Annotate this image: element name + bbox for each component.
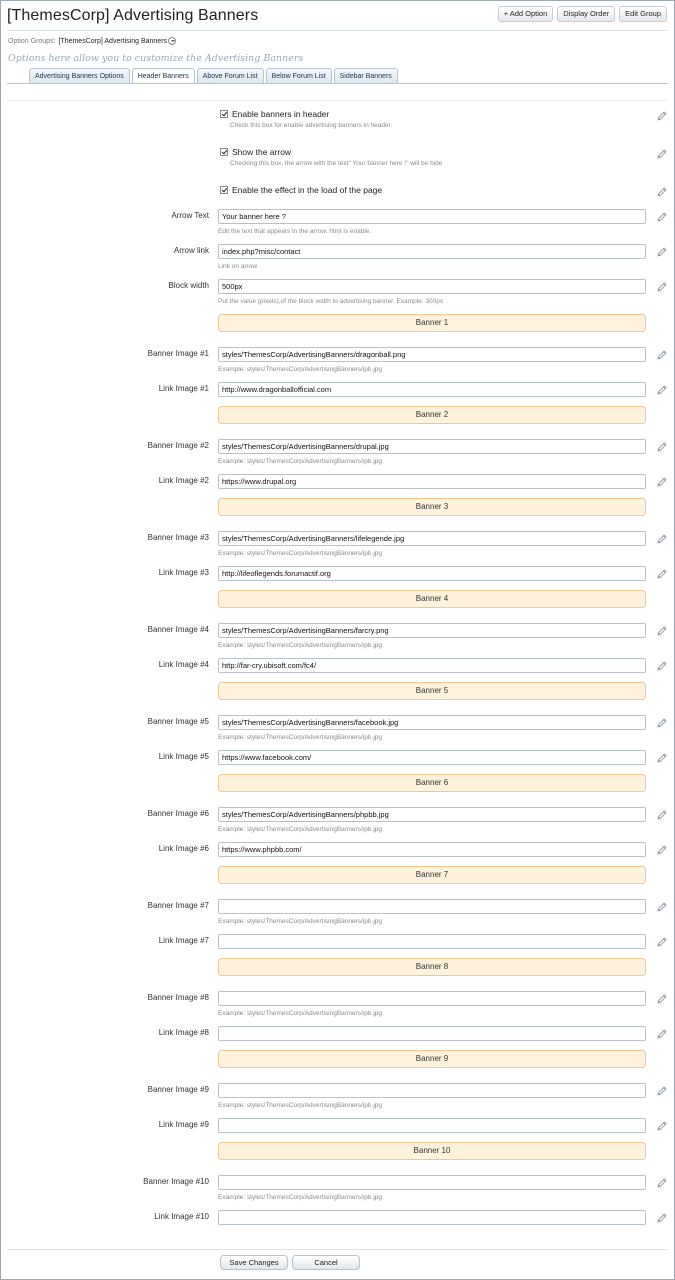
- edit-group-button[interactable]: Edit Group: [619, 6, 667, 22]
- checkbox-icon[interactable]: [220, 148, 228, 156]
- pencil-edit-icon[interactable]: [656, 717, 668, 729]
- banner-link-label: Link Image #3: [158, 568, 209, 577]
- banner-link-label: Link Image #5: [158, 752, 209, 761]
- pencil-edit-icon[interactable]: [656, 936, 668, 948]
- banner-link-input[interactable]: http://www.dragonballofficial.com: [218, 382, 646, 397]
- pencil-edit-icon[interactable]: [656, 441, 668, 453]
- banner-image-hint: Example: styles/ThemesCorp/AdvertisingBanners/ipb.jpg: [218, 1194, 383, 1201]
- banner-image-hint: Example: styles/ThemesCorp/AdvertisingBanners/ipb.jpg: [218, 642, 383, 649]
- pencil-edit-icon[interactable]: [656, 625, 668, 637]
- form-top-divider: [7, 100, 668, 101]
- group-description: Options here allow you to customize the Advertising Banners: [8, 53, 304, 64]
- show-arrow-label: Show the arrow: [232, 147, 292, 157]
- pencil-edit-icon[interactable]: [656, 752, 668, 764]
- banner-image-input[interactable]: styles/ThemesCorp/AdvertisingBanners/facebook.jpg: [218, 715, 646, 730]
- banner-image-label: Banner Image #8: [147, 993, 209, 1002]
- pencil-edit-icon[interactable]: [656, 110, 668, 122]
- banner-link-label: Link Image #9: [158, 1120, 209, 1129]
- cancel-button[interactable]: Cancel: [292, 1255, 360, 1270]
- pencil-edit-icon[interactable]: [656, 186, 668, 198]
- banner-image-label: Banner Image #10: [143, 1177, 209, 1186]
- banner-link-label: Link Image #1: [158, 384, 209, 393]
- enable-effect-checkbox[interactable]: [220, 185, 382, 195]
- pencil-edit-icon[interactable]: [656, 660, 668, 672]
- banner-link-input[interactable]: [218, 934, 646, 949]
- tab-header-banners[interactable]: Header Banners: [132, 68, 195, 84]
- pencil-edit-icon[interactable]: [656, 211, 668, 223]
- pencil-edit-icon[interactable]: [656, 1120, 668, 1132]
- banner-image-input[interactable]: [218, 1083, 646, 1098]
- banner-link-input[interactable]: https://www.drupal.org: [218, 474, 646, 489]
- pencil-edit-icon[interactable]: [656, 1028, 668, 1040]
- pencil-edit-icon[interactable]: [656, 246, 668, 258]
- page-title: [ThemesCorp] Advertising Banners: [7, 7, 259, 24]
- pencil-edit-icon[interactable]: [656, 1177, 668, 1189]
- banner-heading: Banner 7: [218, 866, 646, 884]
- banner-heading: Banner 8: [218, 958, 646, 976]
- pencil-edit-icon[interactable]: [656, 148, 668, 160]
- arrow-text-hint: Edit the text that appears in the arrow. html is enable.: [218, 228, 372, 235]
- arrow-text-input[interactable]: Your banner here ?: [218, 209, 646, 224]
- show-arrow-hint: Checking this box, the arrow with the text" Your banner here !" will be hide: [230, 160, 443, 167]
- banner-link-label: Link Image #2: [158, 476, 209, 485]
- banner-heading: Banner 9: [218, 1050, 646, 1068]
- banner-image-label: Banner Image #6: [147, 809, 209, 818]
- banner-image-hint: Example: styles/ThemesCorp/AdvertisingBanners/ipb.jpg: [218, 826, 383, 833]
- banner-link-input[interactable]: [218, 1026, 646, 1041]
- option-groups-label: Option Groups:: [8, 37, 56, 45]
- pencil-edit-icon[interactable]: [656, 993, 668, 1005]
- banner-link-label: Link Image #6: [158, 844, 209, 853]
- banner-heading: Banner 4: [218, 590, 646, 608]
- banner-link-input[interactable]: http://lifeoflegends.forumactif.org: [218, 566, 646, 581]
- arrow-link-input[interactable]: index.php?misc/contact: [218, 244, 646, 259]
- show-arrow-checkbox[interactable]: [220, 147, 291, 157]
- pencil-edit-icon[interactable]: [656, 844, 668, 856]
- banner-link-input[interactable]: [218, 1118, 646, 1133]
- banner-image-hint: Example: styles/ThemesCorp/AdvertisingBanners/ipb.jpg: [218, 550, 383, 557]
- option-tabs: [29, 68, 400, 84]
- block-width-label: Block width: [168, 281, 209, 290]
- pencil-edit-icon[interactable]: [656, 568, 668, 580]
- tab-sidebar-banners[interactable]: Sidebar Banners: [334, 68, 398, 83]
- banner-heading: Banner 1: [218, 314, 646, 332]
- pencil-edit-icon[interactable]: [656, 809, 668, 821]
- banner-image-label: Banner Image #3: [147, 533, 209, 542]
- tab-advertising-banners-options[interactable]: Advertising Banners Options: [29, 68, 130, 83]
- pencil-edit-icon[interactable]: [656, 281, 668, 293]
- option-groups-value[interactable]: [ThemesCorp] Advertising Banners: [58, 37, 168, 45]
- tab-underline: [7, 83, 668, 84]
- enable-banners-checkbox[interactable]: [220, 109, 329, 119]
- banner-link-input[interactable]: https://www.facebook.com/: [218, 750, 646, 765]
- arrow-link-label: Arrow link: [173, 246, 209, 255]
- banner-image-hint: Example: styles/ThemesCorp/AdvertisingBanners/ipb.jpg: [218, 1102, 383, 1109]
- banner-image-hint: Example: styles/ThemesCorp/AdvertisingBanners/ipb.jpg: [218, 458, 383, 465]
- pencil-edit-icon[interactable]: [656, 901, 668, 913]
- banner-image-label: Banner Image #1: [147, 349, 209, 358]
- display-order-button[interactable]: Display Order: [557, 6, 615, 22]
- banner-heading: Banner 6: [218, 774, 646, 792]
- banner-heading: Banner 3: [218, 498, 646, 516]
- banner-image-hint: Example: styles/ThemesCorp/AdvertisingBanners/ipb.jpg: [218, 918, 383, 925]
- banner-link-label: Link Image #10: [154, 1212, 209, 1221]
- arrow-text-label: Arrow Text: [171, 211, 209, 220]
- banner-link-label: Link Image #4: [158, 660, 209, 669]
- pencil-edit-icon[interactable]: [656, 349, 668, 361]
- header-actions: [498, 6, 667, 22]
- add-option-button[interactable]: + Add Option: [498, 6, 554, 22]
- banner-link-input[interactable]: http://far-cry.ubisoft.com/fc4/: [218, 658, 646, 673]
- pencil-edit-icon[interactable]: [656, 533, 668, 545]
- banner-heading: Banner 2: [218, 406, 646, 424]
- banner-image-label: Banner Image #2: [147, 441, 209, 450]
- enable-banners-hint: Check this box for enable advertising banners in header.: [230, 122, 393, 129]
- banner-image-hint: Example: styles/ThemesCorp/AdvertisingBanners/ipb.jpg: [218, 734, 383, 741]
- form-actions: [220, 1255, 360, 1270]
- tab-below-forum-list[interactable]: Below Forum List: [266, 68, 332, 83]
- banner-image-hint: Example: styles/ThemesCorp/AdvertisingBanners/ipb.jpg: [218, 366, 383, 373]
- banner-image-label: Banner Image #5: [147, 717, 209, 726]
- banner-image-input[interactable]: [218, 899, 646, 914]
- banner-image-hint: Example: styles/ThemesCorp/AdvertisingBanners/ipb.jpg: [218, 1010, 383, 1017]
- chevron-down-icon[interactable]: [168, 37, 176, 45]
- banner-image-label: Banner Image #9: [147, 1085, 209, 1094]
- banner-image-input[interactable]: styles/ThemesCorp/AdvertisingBanners/dragonball.png: [218, 347, 646, 362]
- banner-link-label: Link Image #8: [158, 1028, 209, 1037]
- block-width-hint: Put the value (pixels),of the block width to advertising banner. Example: 300px: [218, 298, 444, 305]
- option-groups: [8, 37, 176, 45]
- banner-heading: Banner 5: [218, 682, 646, 700]
- banner-image-input[interactable]: styles/ThemesCorp/AdvertisingBanners/farcry.png: [218, 623, 646, 638]
- save-changes-button[interactable]: Save Changes: [220, 1255, 288, 1270]
- enable-banners-label: Enable banners in header: [232, 109, 330, 119]
- banner-image-input[interactable]: styles/ThemesCorp/AdvertisingBanners/lifelegende.jpg: [218, 531, 646, 546]
- banner-link-input[interactable]: [218, 1210, 646, 1225]
- tab-above-forum-list[interactable]: Above Forum List: [197, 68, 264, 83]
- pencil-edit-icon[interactable]: [656, 1212, 668, 1224]
- footer-divider: [7, 1249, 668, 1250]
- pencil-edit-icon[interactable]: [656, 476, 668, 488]
- block-width-input[interactable]: 500px: [218, 279, 646, 294]
- pencil-edit-icon[interactable]: [656, 384, 668, 396]
- banner-image-input[interactable]: styles/ThemesCorp/AdvertisingBanners/drupal.jpg: [218, 439, 646, 454]
- banner-image-label: Banner Image #4: [147, 625, 209, 634]
- banner-link-label: Link Image #7: [158, 936, 209, 945]
- enable-effect-label: Enable the effect in the load of the page: [232, 185, 383, 195]
- banner-image-input[interactable]: [218, 1175, 646, 1190]
- header-divider: [7, 30, 668, 31]
- arrow-link-hint: Link on arrow: [218, 263, 258, 270]
- banner-heading: Banner 10: [218, 1142, 646, 1160]
- checkbox-icon[interactable]: [220, 110, 228, 118]
- banner-link-input[interactable]: https://www.phpbb.com/: [218, 842, 646, 857]
- banner-image-label: Banner Image #7: [147, 901, 209, 910]
- banner-image-input[interactable]: [218, 991, 646, 1006]
- pencil-edit-icon[interactable]: [656, 1085, 668, 1097]
- banner-image-input[interactable]: styles/ThemesCorp/AdvertisingBanners/phpbb.jpg: [218, 807, 646, 822]
- checkbox-icon[interactable]: [220, 186, 228, 194]
